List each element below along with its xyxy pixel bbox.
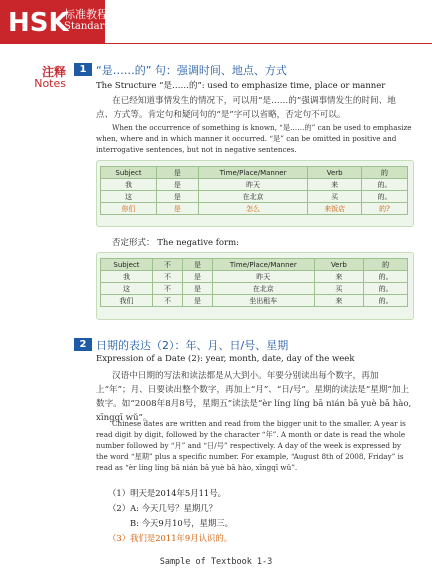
table-cell: 这 [101, 283, 153, 295]
table-cell: 的。 [362, 179, 408, 191]
section1-title: “是……的” 句：强调时间、地点、方式 [96, 64, 287, 77]
table-header: Verb [314, 259, 364, 271]
table-cell: 的。 [364, 295, 408, 307]
table-cell: 来 [314, 271, 364, 283]
table-cell: 是 [182, 283, 212, 295]
notes-label-cn: 注释 [41, 65, 66, 79]
table-cell: 的。 [362, 191, 408, 203]
table-cell: 怎么 [198, 203, 308, 215]
table-cell: 不 [152, 271, 182, 283]
header-rule [105, 43, 432, 44]
table-cell: 在北京 [198, 191, 308, 203]
example-2b: B: 今天9月10号，星期三。 [130, 518, 233, 528]
table-cell: 昨天 [213, 271, 315, 283]
table-cell: 的。 [364, 283, 408, 295]
table-cell: 来 [314, 295, 364, 307]
table-cell: 是 [182, 271, 212, 283]
table-header: 的 [362, 167, 408, 179]
table-cell: 昨天 [198, 179, 308, 191]
negative-table [100, 258, 408, 307]
section1-paragraph-cn: 在已经知道事情发生的情况下，可以用“是……的”强调事情发生的时间、地点、方式等。肯定句和疑问句的“是”字可以省略，否定句不可以。 [96, 96, 396, 120]
table-cell: 的? [362, 203, 408, 215]
table-row [101, 295, 408, 307]
table-cell: 不 [152, 283, 182, 295]
page-header [0, 0, 432, 44]
section2-subtitle: Expression of a Date (2): year, month, date, day of the week [96, 354, 355, 364]
table-cell: 买 [314, 283, 364, 295]
table-row [101, 271, 408, 283]
table-row [101, 283, 408, 295]
table-cell: 我 [101, 271, 153, 283]
section-number-1: 1 [74, 63, 92, 76]
table-cell: 是 [156, 203, 198, 215]
emphasis-table [100, 166, 408, 215]
section-number-2: 2 [74, 338, 92, 351]
table-row [101, 191, 408, 203]
table-header: 不 [152, 259, 182, 271]
hsk-logo: HSK [8, 8, 69, 38]
section2-paragraph-en: Chinese dates are written and read from the bigger unit to the smaller. A year is read digit by digit, followed by the character “年”. A month or date is read the whole number followed by “月” and “日/号” respectively. A day of the week is expressed by the word “星期” plus a specific number. For example, “August 8th of 2008, Friday” is read as “èr líng líng bā nián bā yuè bā hào, xīngqī wǔ”. [96, 419, 406, 472]
table-cell: 在北京 [213, 283, 315, 295]
section2-paragraph-cn: 汉语中日期的写法和读法都是从大到小。年要分别读出每个数字，再加上“年”；月、日要读出整个数字，再加上“月”、“日/号”。星期的读法是“星期”加上数字。如“2008年8月8号，星期五”读法是“èr líng líng bā nián bā yuè bā hào, xīngqī wǔ”。 [96, 371, 412, 423]
example-3: （3）我们是2011年9月认识的。 [108, 533, 233, 543]
table-header: Subject [101, 259, 153, 271]
table-cell: 你们 [101, 203, 157, 215]
section1-paragraph-en: When the occurrence of something is known, “是……的” can be used to emphasize when, where and in which manner it occurred. “是” can be omitted in positive and interrogative sentences, but not in negative sentences. [96, 123, 412, 154]
table-cell: 这 [101, 191, 157, 203]
table-header: Subject [101, 167, 157, 179]
book-title-cn: 标准教程 1 [64, 8, 119, 21]
example-1: （1）明天是2014年5月11号。 [108, 488, 227, 498]
section1-subtitle: The Structure “是……的”: used to emphasize time, place or manner [96, 81, 386, 91]
table-cell: 买 [308, 191, 362, 203]
table-cell: 是 [182, 295, 212, 307]
table-row [101, 179, 408, 191]
negative-form-label: 否定形式： The negative form: [112, 238, 240, 248]
page-footer: Sample of Textbook 1-3 [159, 557, 273, 567]
table-header: 是 [182, 259, 212, 271]
table-cell: 是 [156, 179, 198, 191]
example-2a: （2）A: 今天几号？星期几？ [108, 503, 217, 513]
table-cell: 不 [152, 295, 182, 307]
table-cell: 来饭店 [308, 203, 362, 215]
table-cell: 的。 [364, 271, 408, 283]
table-row [101, 203, 408, 215]
table-header: 的 [364, 259, 408, 271]
table-cell: 是 [156, 191, 198, 203]
table-header: Time/Place/Manner [213, 259, 315, 271]
notes-label-en: Notes [34, 77, 66, 90]
table-header: Time/Place/Manner [198, 167, 308, 179]
book-title-en: Standard Course 1 [64, 21, 160, 32]
table-cell: 我们 [101, 295, 153, 307]
section2-title: 日期的表达（2）：年、月、日/号、星期 [96, 339, 289, 352]
table-header: Verb [308, 167, 362, 179]
table-cell: 来 [308, 179, 362, 191]
table-header: 是 [156, 167, 198, 179]
table-cell: 坐出租车 [213, 295, 315, 307]
table-cell: 我 [101, 179, 157, 191]
